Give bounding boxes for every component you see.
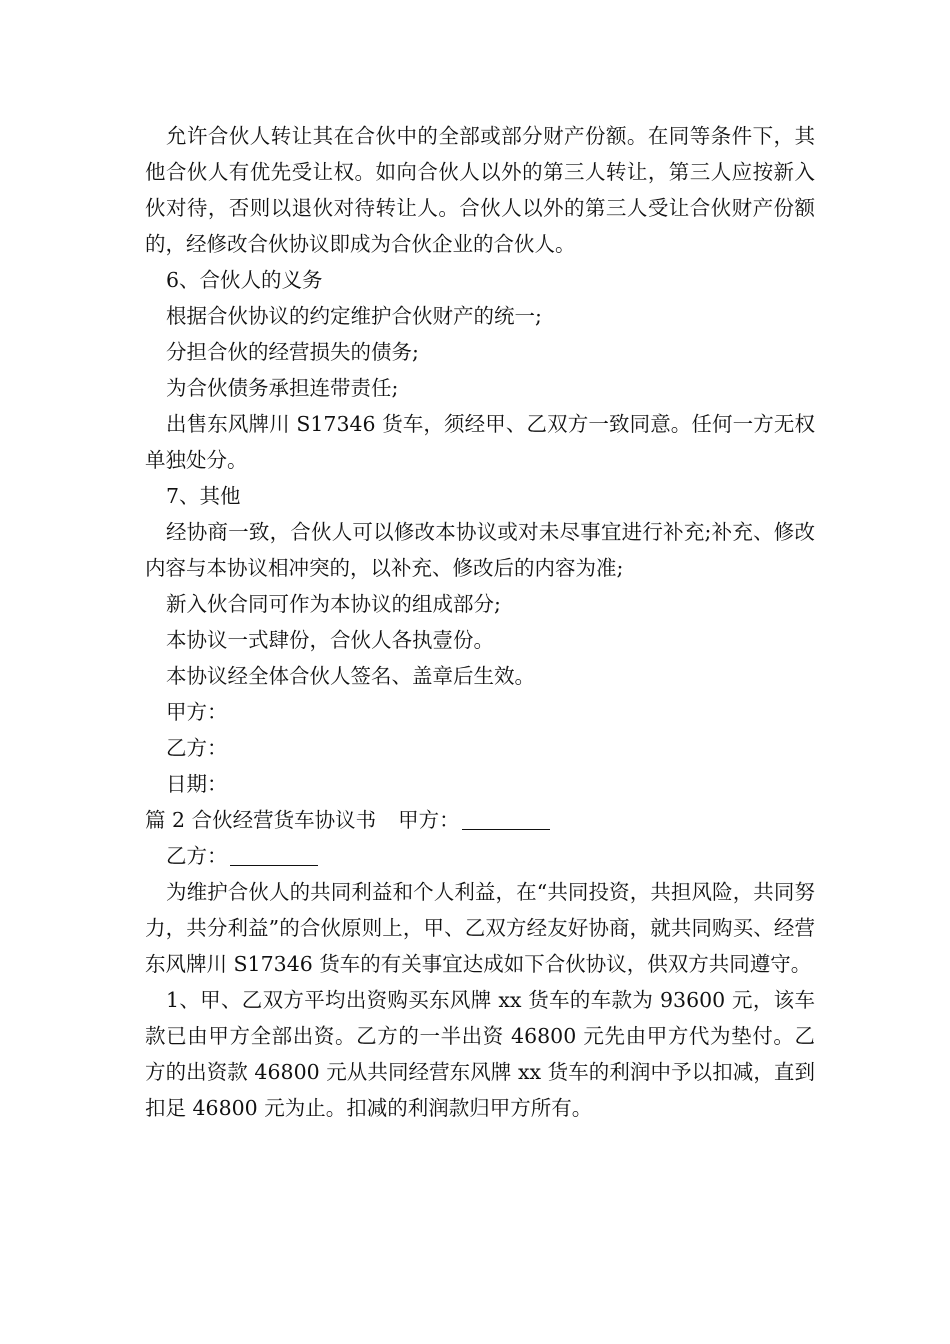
paragraph-preamble: 为维护合伙人的共同利益和个人利益，在“共同投资，共担风险，共同努力，共分利益”的合伙原则上，甲、乙双方经友好协商，就共同购买、经营东风牌川 S17346 货车的有关事宜达成如下合伙协议，供双方共同遵守。	[145, 880, 815, 976]
heading-partner-duties: 6、合伙人的义务	[166, 268, 323, 292]
paragraph-sale-consent: 出售东风牌川 S17346 货车，须经甲、乙双方一致同意。任何一方无权单独处分。	[145, 412, 815, 472]
signature-date: 日期：	[166, 772, 228, 796]
section2-party-b-label: 乙方：	[166, 844, 228, 868]
paragraph-effective: 本协议经全体合伙人签名、盖章后生效。	[166, 664, 535, 688]
paragraph-duty-3: 为合伙债务承担连带责任;	[166, 376, 399, 400]
paragraph-duty-1: 根据合伙协议的约定维护合伙财产的统一;	[166, 304, 542, 328]
signature-party-b: 乙方：	[166, 736, 228, 760]
party-b-blank-line	[230, 843, 318, 866]
paragraph-duty-2: 分担合伙的经营损失的债务;	[166, 340, 419, 364]
signature-party-a: 甲方：	[166, 700, 228, 724]
heading-other: 7、其他	[166, 484, 241, 508]
paragraph-amendment: 经协商一致，合伙人可以修改本协议或对未尽事宜进行补充;补充、修改内容与本协议相冲突的，以补充、修改后的内容为准;	[145, 520, 815, 580]
section2-title: 篇 2 合伙经营货车协议书	[145, 808, 377, 832]
document-body	[145, 118, 815, 1126]
paragraph-copies: 本协议一式肆份，合伙人各执壹份。	[166, 628, 494, 652]
paragraph-new-partner: 新入伙合同可作为本协议的组成部分;	[166, 592, 501, 616]
section2-heading-line	[145, 802, 815, 838]
section2-party-b-line	[145, 838, 815, 874]
paragraph-transfer: 允许合伙人转让其在合伙中的全部或部分财产份额。在同等条件下，其他合伙人有优先受让权。如向合伙人以外的第三人转让，第三人应按新入伙对待，否则以退伙对待转让人。合伙人以外的第三人受让合伙财产份额的，经修改合伙协议即成为合伙企业的合伙人。	[145, 124, 815, 256]
paragraph-clause-1: 1、甲、乙双方平均出资购买东风牌 xx 货车的车款为 93600 元，该车款已由甲方全部出资。乙方的一半出资 46800 元先由甲方代为垫付。乙方的出资款 46800 元从共同经营东风牌 xx 货车的利润中予以扣减，直到扣足 46800 元为止。扣减的利润款归甲方所有。	[145, 988, 815, 1120]
section2-party-a-label: 甲方：	[398, 808, 460, 832]
party-a-blank-line	[462, 807, 550, 830]
